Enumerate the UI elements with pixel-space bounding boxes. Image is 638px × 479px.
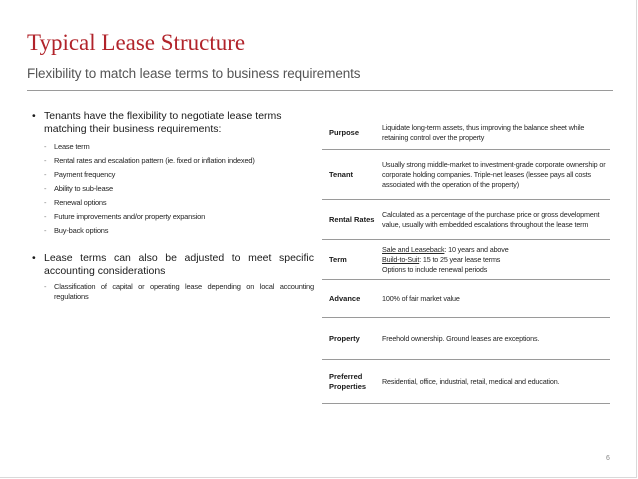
- table-row-preferred-properties: [322, 360, 610, 404]
- list-item: - Rental rates and escalation pattern (ie. fixed or inflation indexed): [44, 154, 314, 168]
- bullet-tenant-flexibility: [32, 110, 314, 136]
- row-value: Liquidate long-term assets, thus improving the balance sheet while retaining control over the property: [382, 122, 585, 142]
- term-line: Build-to-Suit: 15 to 25 year lease terms: [382, 254, 501, 264]
- table-row-rental-rates: [322, 200, 610, 240]
- row-label: Preferred Properties: [329, 371, 367, 391]
- row-value: [382, 245, 610, 275]
- bullet-text: Tenants have the flexibility to negotiate lease terms matching their business requirements:: [44, 110, 282, 135]
- row-value: Residential, office, industrial, retail, medical and education.: [382, 376, 560, 386]
- lease-terms-list: [32, 140, 314, 238]
- term-type: Sale and Leaseback: [382, 244, 445, 254]
- row-label: Tenant: [329, 169, 354, 179]
- page-title: Typical Lease Structure: [27, 30, 246, 55]
- term-line: Options to include renewal periods: [382, 264, 488, 274]
- row-label: Rental Rates: [329, 214, 375, 224]
- term-line: Sale and Leaseback: 10 years and above: [382, 244, 509, 254]
- term-type: Build-to-Suit: [382, 254, 420, 264]
- list-item: - Classification of capital or operating lease depending on local accounting regulations: [44, 282, 314, 302]
- row-label: Advance: [329, 293, 361, 303]
- bullet-accounting: [32, 252, 314, 278]
- row-value: 100% of fair market value: [382, 293, 460, 303]
- list-item: - Ability to sub-lease: [44, 182, 314, 196]
- list-item: - Future improvements and/or property expansion: [44, 210, 314, 224]
- lease-terms-table: [322, 116, 610, 404]
- table-row-property: [322, 318, 610, 360]
- row-value: Freehold ownership. Ground leases are exceptions.: [382, 333, 540, 343]
- table-row-term: [322, 240, 610, 280]
- row-value: Calculated as a percentage of the purchase price or gross development value, usually with embedded escalations throughout the lease term: [382, 209, 600, 229]
- list-item: - Renewal options: [44, 196, 314, 210]
- row-label: Property: [329, 333, 360, 343]
- table-row-purpose: [322, 116, 610, 150]
- list-item: - Buy-back options: [44, 224, 314, 238]
- list-item: - Payment frequency: [44, 168, 314, 182]
- page-number: 6: [606, 455, 610, 462]
- table-row-advance: [322, 280, 610, 318]
- page-subtitle: Flexibility to match lease terms to business requirements: [27, 66, 361, 81]
- bullet-text: Lease terms can also be adjusted to meet specific accounting considerations: [44, 252, 314, 277]
- left-column: [32, 110, 314, 302]
- row-label: Term: [329, 254, 347, 264]
- row-label: Purpose: [329, 127, 360, 137]
- accounting-list: [32, 282, 314, 302]
- table-row-tenant: [322, 150, 610, 200]
- list-item: - Lease term: [44, 140, 314, 154]
- title-divider: [27, 90, 613, 91]
- row-value: Usually strong middle-market to investment-grade corporate ownership or corporate holding companies. Triple-net leases (lessee pays all costs associated with the operation of the property): [382, 159, 606, 189]
